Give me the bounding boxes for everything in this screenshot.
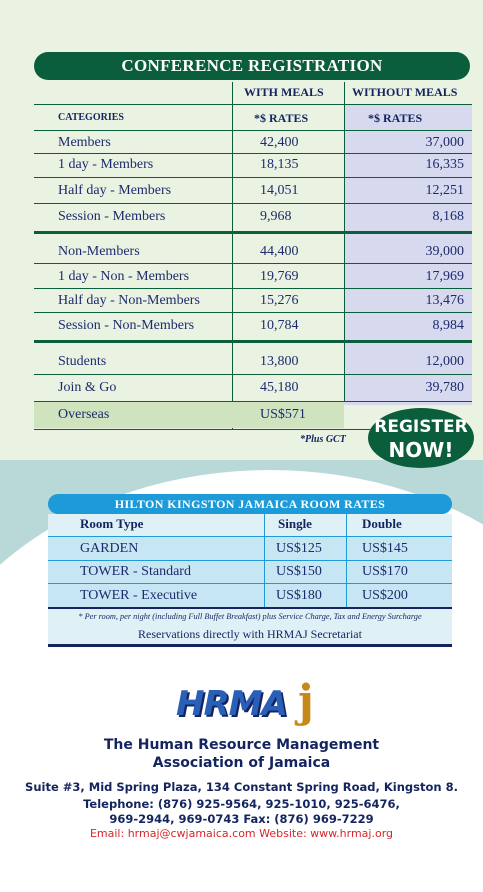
room-type-header: Room Type [80, 516, 144, 531]
email-website[interactable]: Email: hrmaj@cwjamaica.com Website: www.hrmaj.org [89, 827, 394, 840]
hotel-row [48, 561, 452, 583]
double-header: Double [362, 516, 402, 531]
single-rate: US$125 [276, 541, 322, 556]
rate-without-meals: 37,000 [425, 135, 464, 150]
single-header: Single [278, 516, 312, 531]
row-rule [34, 203, 472, 204]
category-name: Non-Members [58, 244, 140, 259]
telephone-line1: Telephone: (876) 925-9564, 925-1010, 925-6476, [83, 797, 400, 811]
row-rule [34, 312, 472, 313]
table-row [34, 206, 472, 230]
group-rule [34, 340, 472, 343]
double-rate: US$200 [362, 588, 408, 603]
rate-with-meals: 42,400 [260, 135, 299, 150]
rate-without-meals: 16,335 [425, 157, 464, 172]
double-rate: US$170 [362, 564, 408, 579]
single-rate: US$180 [276, 588, 322, 603]
category-name: Join & Go [58, 380, 117, 395]
gct-note: *Plus GCT [300, 434, 346, 445]
hotel-row [48, 538, 452, 560]
rate-without-meals: 39,780 [425, 380, 464, 395]
table-bottom-rule [48, 607, 452, 609]
rate-with-meals: 10,784 [260, 318, 299, 333]
table-bottom-rule [34, 429, 370, 430]
group-rule [34, 231, 472, 234]
row-rule [34, 177, 472, 178]
now-label: NOW! [388, 438, 454, 462]
category-name: Half day - Non-Members [58, 293, 200, 308]
table-row [34, 154, 472, 178]
rate-with-meals: 44,400 [260, 244, 299, 259]
rate-with-meals: 15,276 [260, 293, 299, 308]
rate-with-meals: 13,800 [260, 354, 299, 369]
category-name: Members [58, 135, 111, 150]
organization-name-line1: The Human Resource Management [103, 737, 380, 753]
header-rule [34, 104, 472, 105]
rate-without-meals: 12,251 [425, 183, 464, 198]
telephone-line2: 969-2944, 969-0743 Fax: (876) 969-7229 [109, 812, 374, 826]
rate-with-meals: 45,180 [260, 380, 299, 395]
with-meals-rates-header: *$ RATES [254, 111, 309, 125]
single-rate: US$150 [276, 564, 322, 579]
rate-without-meals: 13,476 [425, 293, 464, 308]
rate-without-meals: 8,984 [432, 318, 464, 333]
row-rule [48, 583, 452, 584]
address: Suite #3, Mid Spring Plaza, 134 Constant Spring Road, Kingston 8. [25, 780, 458, 794]
logo-wordmark: HRMA [176, 684, 287, 724]
row-rule [34, 288, 472, 289]
rate-without-meals: 17,969 [425, 269, 464, 284]
without-meals-header: WITHOUT MEALS [352, 85, 458, 99]
double-rate: US$145 [362, 541, 408, 556]
rate-without-meals: 8,168 [432, 209, 464, 224]
rate-with-meals: 14,051 [260, 183, 299, 198]
hotel-bottom-rule [48, 644, 452, 647]
rate-with-meals: 18,135 [260, 157, 299, 172]
table-row [34, 266, 472, 290]
table-row [34, 377, 472, 401]
header-rule [34, 130, 472, 131]
row-rule [34, 374, 472, 375]
conference-title: CONFERENCE REGISTRATION [34, 52, 470, 80]
table-row [34, 180, 472, 204]
rate-with-meals: 19,769 [260, 269, 299, 284]
with-meals-header: WITH MEALS [244, 85, 324, 99]
hrmaj-logo [176, 674, 356, 736]
logo-j-mark: j [298, 676, 314, 727]
row-rule [34, 401, 472, 402]
room-type: TOWER - Standard [80, 564, 191, 579]
without-meals-rates-header: *$ RATES [368, 111, 423, 125]
hotel-row [48, 585, 452, 607]
category-name: Session - Members [58, 209, 166, 224]
rate-with-meals: US$571 [260, 407, 306, 422]
categories-header: CATEGORIES [58, 112, 124, 123]
reservations-note: Reservations directly with HRMAJ Secretariat [138, 627, 362, 641]
room-type: TOWER - Executive [80, 588, 198, 603]
table-row [34, 290, 472, 314]
hotel-rates-title: HILTON KINGSTON JAMAICA ROOM RATES [48, 494, 452, 514]
category-name: Students [58, 354, 107, 369]
table-row [34, 351, 472, 375]
rate-without-meals: 39,000 [425, 244, 464, 259]
organization-name-line2: Association of Jamaica [152, 755, 331, 771]
row-rule [34, 263, 472, 264]
hotel-rate-note: * Per room, per night (including Full Buffet Breakfast) plus Service Charge, Tax and Energy Surcharge [78, 612, 422, 621]
table-row [34, 315, 472, 339]
category-name: Half day - Members [58, 183, 172, 198]
row-rule [48, 536, 452, 537]
category-name: Session - Non-Members [58, 318, 195, 333]
register-now-button[interactable] [368, 408, 474, 468]
table-row [34, 241, 472, 265]
category-name: 1 day - Non - Members [58, 269, 190, 284]
category-name: Overseas [58, 407, 110, 422]
rate-without-meals: 12,000 [425, 354, 464, 369]
register-label: REGISTER [374, 417, 468, 437]
category-name: 1 day - Members [58, 157, 154, 172]
room-type: GARDEN [80, 541, 139, 556]
rate-with-meals: 9,968 [260, 209, 292, 224]
